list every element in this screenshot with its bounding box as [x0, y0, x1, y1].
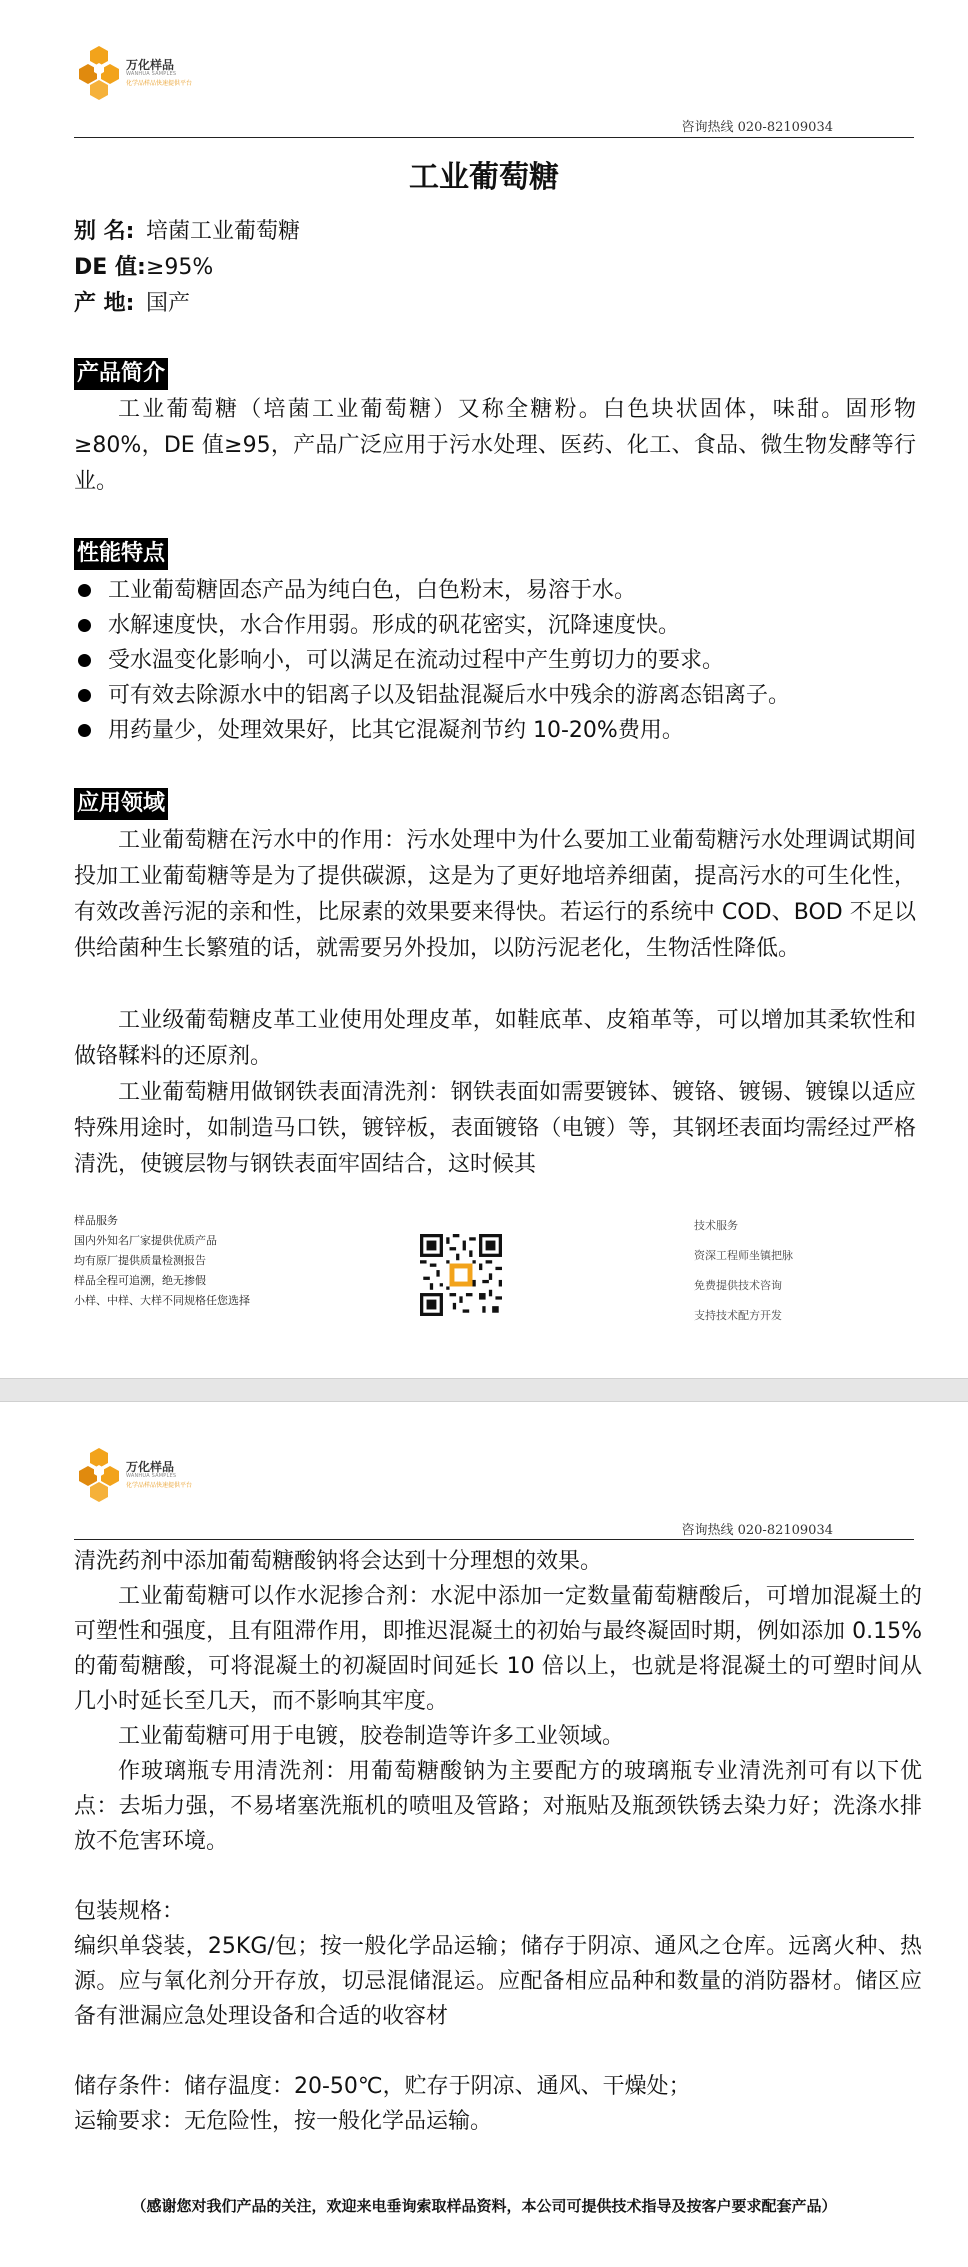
list-item: 水解速度快，水合作用弱。形成的矾花密实，沉降速度快。: [74, 608, 916, 643]
page2-body: [74, 1544, 922, 2139]
applications-para-2: 工业级葡萄糖皮革工业使用处理皮革，如鞋底革、皮箱革等，可以增加其柔软性和做铬鞣料的还原剂。: [74, 1008, 916, 1069]
features-list: [74, 573, 916, 748]
bullet-icon: [78, 654, 91, 667]
brand-logo: [74, 44, 204, 100]
page-separator: [0, 1378, 968, 1402]
spec-key: DE 值:: [74, 255, 146, 280]
list-item: 可有效去除源水中的铝离子以及铝盐混凝后水中残余的游离态铝离子。: [74, 678, 916, 713]
brand-logo: [74, 1446, 204, 1502]
storage-conditions: 储存条件：储存温度：20-50℃，贮存于阴凉、通风、干燥处；: [74, 2074, 691, 2099]
list-item: 工业葡萄糖固态产品为纯白色，白色粉末，易溶于水。: [74, 573, 916, 608]
body-paragraph: 清洗药剂中添加葡萄糖酸钠将会达到十分理想的效果。: [74, 1549, 603, 1574]
spec-origin: [74, 286, 190, 317]
spec-value: ≥95%: [146, 255, 214, 280]
bullet-icon: [78, 689, 91, 702]
list-item: 受水温变化影响小，可以满足在流动过程中产生剪切力的要求。: [74, 643, 916, 678]
body-paragraph: 工业葡萄糖可以作水泥掺合剂：水泥中添加一定数量葡萄糖酸后，可增加混凝土的可塑性和强度，且有阻滞作用，即推迟混凝土的初始与最终凝固时期，例如添加 0.15%的葡萄糖酸，可将混凝土的初凝固时间延长 10 倍以上，也就是将混凝土的可塑时间从几小时延长至几天，而不影响其牢度。: [74, 1584, 922, 1714]
qr-code-icon: [420, 1234, 502, 1316]
spec-de-value: [74, 250, 213, 281]
section-heading-applications: 应用领域: [74, 788, 168, 820]
hotline: 咨询热线 020-82109034: [681, 1523, 833, 1538]
brand-slogan: 化学品样品快速提供平台: [126, 80, 193, 87]
honeycomb-logo-icon: [74, 44, 124, 100]
bullet-icon: [78, 584, 91, 597]
spec-value: 培菌工业葡萄糖: [146, 219, 301, 244]
transport-requirements: 运输要求：无危险性，按一般化学品运输。: [74, 2109, 493, 2134]
spec-key: 产 地:: [74, 291, 135, 316]
body-paragraph: 工业葡萄糖可用于电镀，胶卷制造等许多工业领域。: [118, 1724, 625, 1749]
footer-tech-service: 技术服务 资深工程师坐镇把脉 免费提供技术咨询 支持技术配方开发: [694, 1219, 793, 1322]
brand-slogan: 化学品样品快速提供平台: [126, 1482, 193, 1489]
header-divider: [74, 1539, 914, 1540]
spec-value: 国产: [146, 291, 191, 316]
intro-text: 工业葡萄糖（培菌工业葡萄糖）又称全糖粉。白色块状固体，味甜。固形物≥80%，DE 值≥95，产品广泛应用于污水处理、医药、化工、食品、微生物发酵等行业。: [74, 397, 916, 494]
spec-key: 别 名:: [74, 219, 135, 244]
thanks-note: （感谢您对我们产品的关注，欢迎来电垂询索取样品资料，本公司可提供技术指导及按客户要求配套产品）: [131, 2197, 837, 2215]
brand-name-en: WANHUA SAMPLES: [126, 1473, 177, 1479]
packaging-text: 编织单袋装，25KG/包；按一般化学品运输；储存于阴凉、通风之仓库。远离火种、热源。应与氧化剂分开存放，切忌混储混运。应配备相应品种和数量的消防器材。储区应备有泄漏应急处理设备和合适的收容材: [74, 1934, 922, 2029]
packaging-label: 包装规格：: [74, 1899, 185, 1924]
body-paragraph: 作玻璃瓶专用清洗剂：用葡萄糖酸钠为主要配方的玻璃瓶专业清洗剂可有以下优点：去垢力强，不易堵塞洗瓶机的喷咀及管路；对瓶贴及瓶颈铁锈去染力好；洗涤水排放不危害环境。: [74, 1759, 922, 1854]
applications-para-1: 工业葡萄糖在污水中的作用：污水处理中为什么要加工业葡萄糖污水处理调试期间投加工业葡萄糖等是为了提供碳源，这是为了更好地培养细菌，提高污水的可生化性，有效改善污泥的亲和性，比尿素的效果要来得快。若运行的系统中 COD、BOD 不足以供给菌种生长繁殖的话，就需要另外投加，以防污泥老化，生物活性降低。: [74, 828, 916, 961]
spec-alias: [74, 214, 300, 245]
page-title: 工业葡萄糖: [409, 160, 559, 195]
list-item: 用药量少，处理效果好，比其它混凝剂节约 10-20%费用。: [74, 713, 916, 748]
brand-name: 万化样品: [126, 58, 175, 72]
bullet-icon: [78, 724, 91, 737]
section-heading-features: 性能特点: [74, 538, 168, 570]
brand-name: 万化样品: [126, 1460, 175, 1474]
honeycomb-logo-icon: [74, 1446, 124, 1502]
header-divider: [74, 137, 914, 138]
applications-para-3: 工业葡萄糖用做钢铁表面清洗剂：钢铁表面如需要镀钵、镀铬、镀锡、镀镍以适应特殊用途时，如制造马口铁，镀锌板，表面镀铬（电镀）等，其钢坯表面均需经过严格清洗，使镀层物与钢铁表面牢固结合，这时候其: [74, 1080, 916, 1177]
section-heading-intro: 产品简介: [74, 358, 168, 390]
bullet-icon: [78, 619, 91, 632]
footer-sample-service: 样品服务 国内外知名厂家提供优质产品 均有原厂提供质量检测报告 样品全程可追溯，绝无掺假 小样、中样、大样不同规格任您选择: [74, 1214, 250, 1307]
hotline: 咨询热线 020-82109034: [681, 120, 833, 135]
brand-name-en: WANHUA SAMPLES: [126, 71, 177, 77]
